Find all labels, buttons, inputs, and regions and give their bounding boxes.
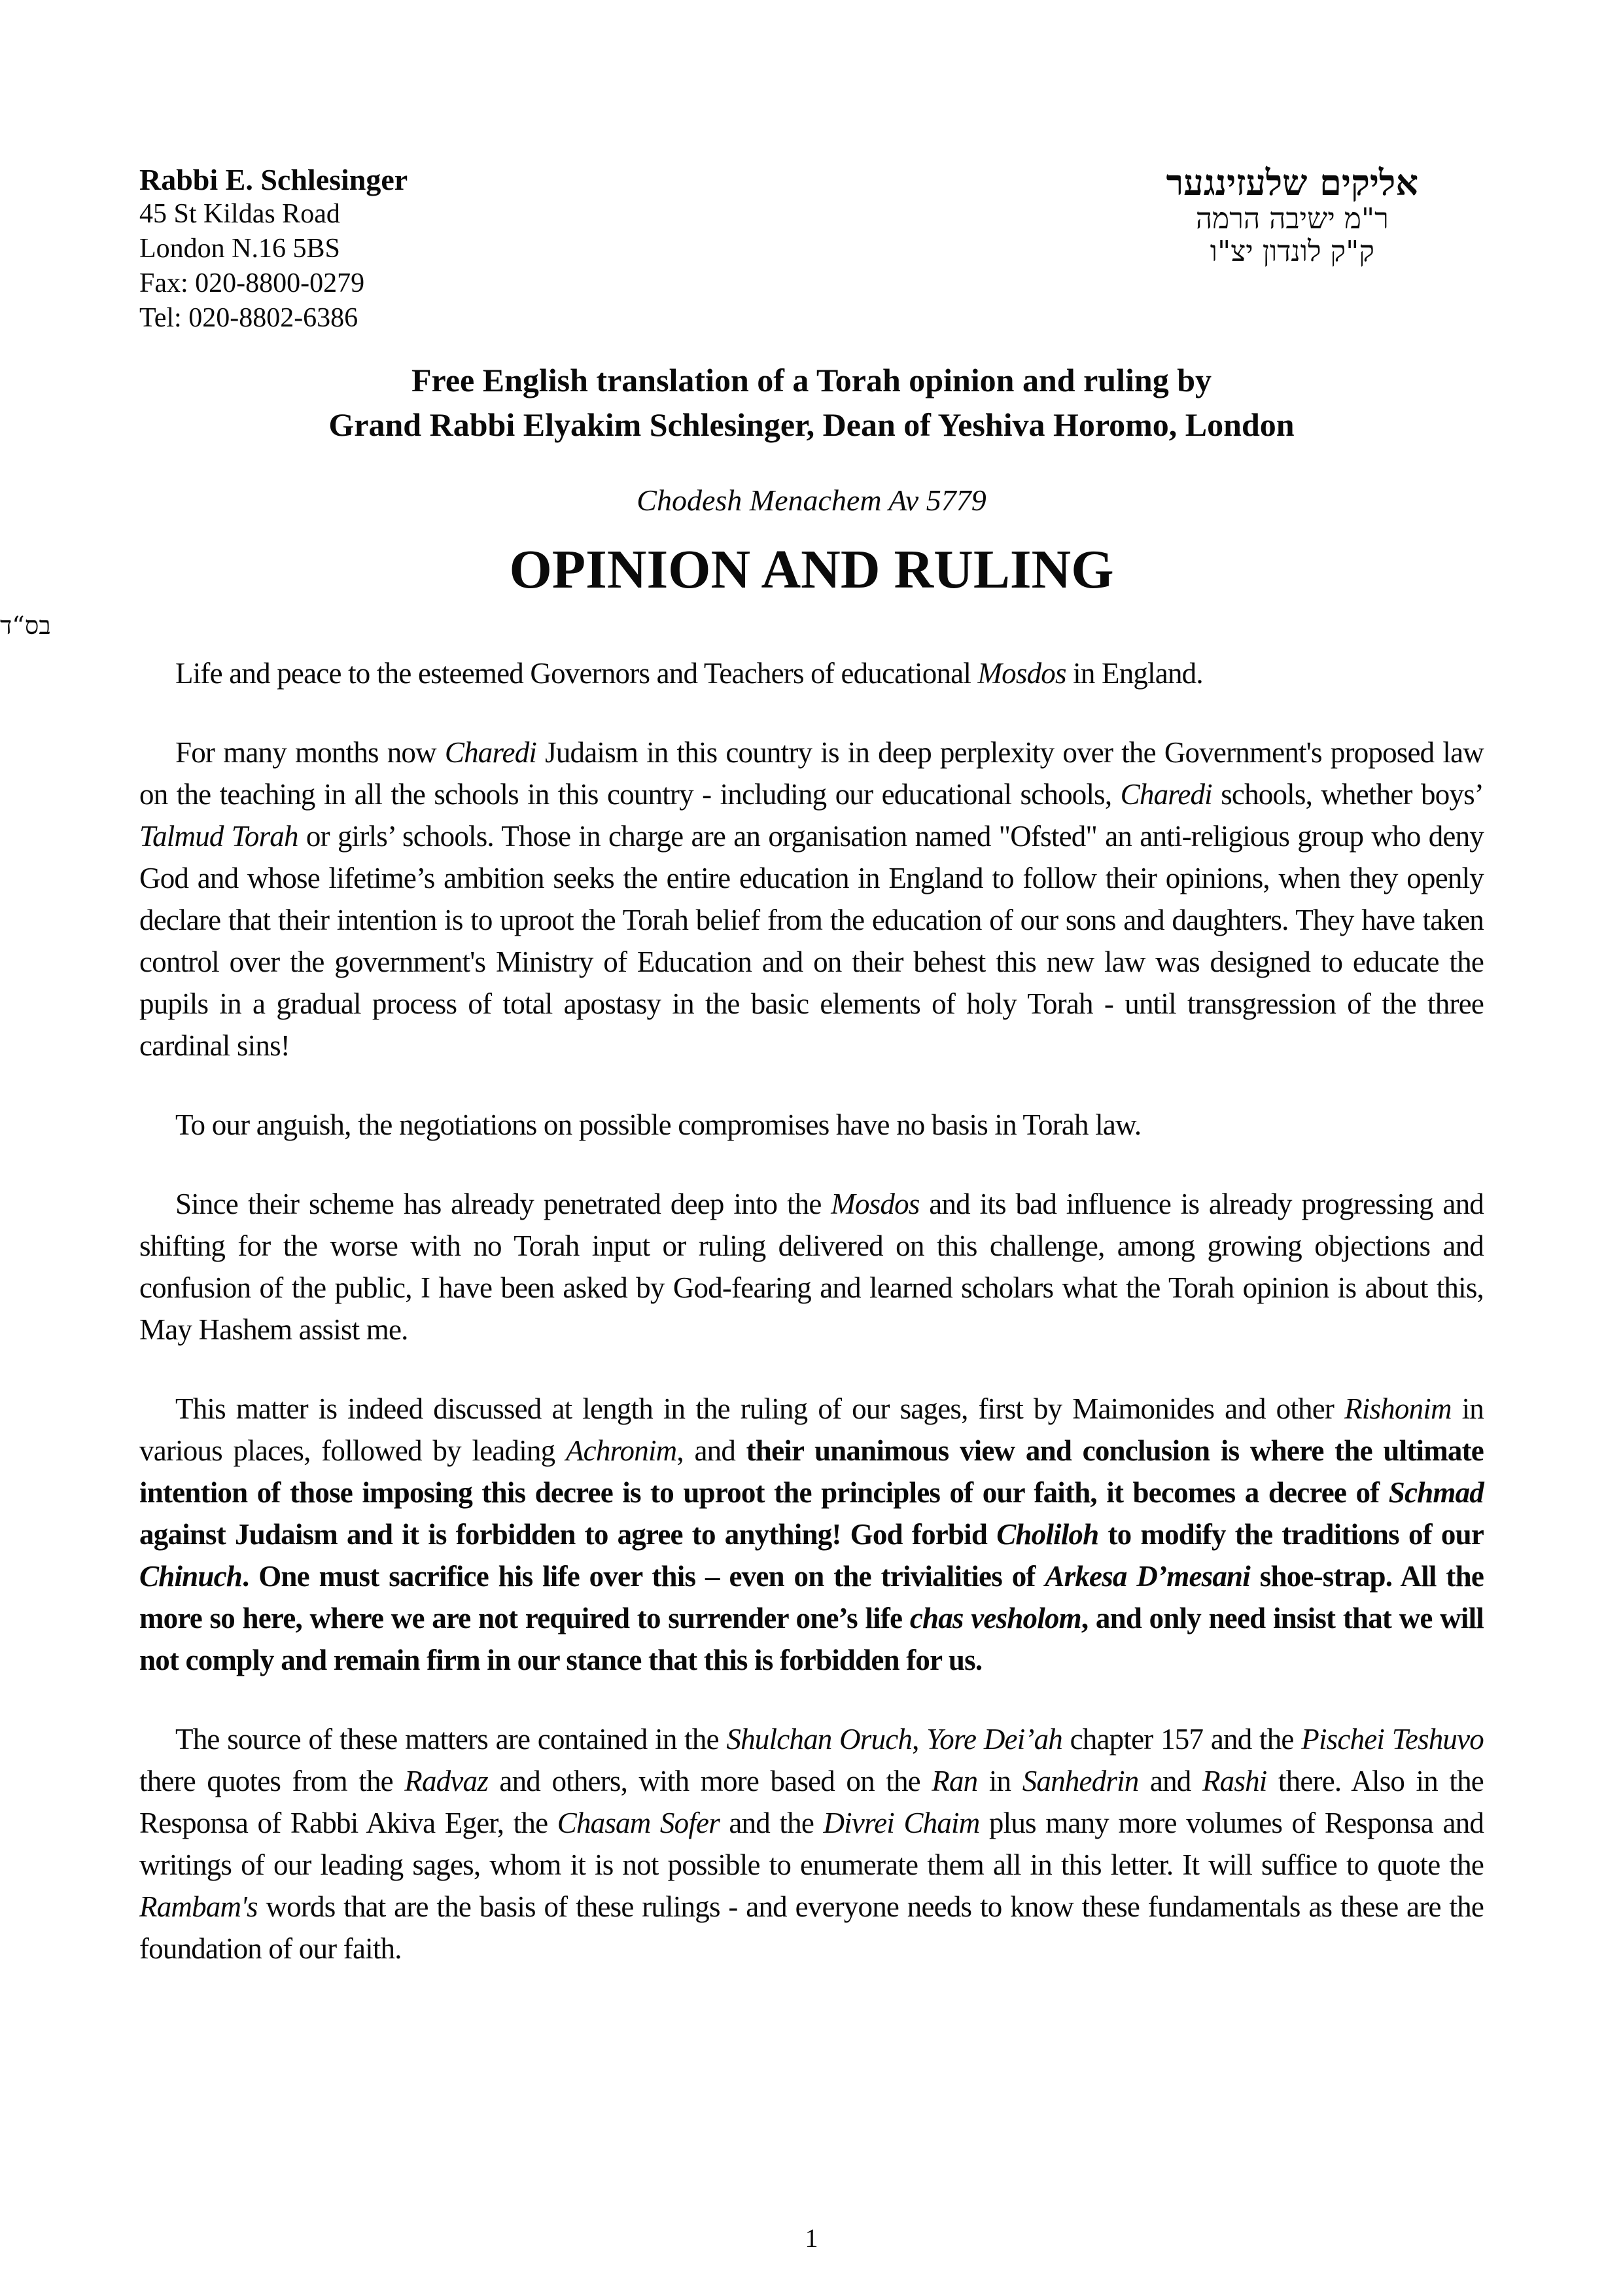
hebrew-name: אליקים שלעזינגער: [1166, 162, 1418, 203]
text-run: . One must sacrifice his life over this – even on the trivialities of: [242, 1560, 1045, 1593]
sender-fax: Fax: 020-8800-0279: [139, 268, 365, 298]
text-run: Sanhedrin: [1022, 1765, 1139, 1797]
letterhead: [0, 0, 1623, 336]
text-run: or girls’ schools. Those in charge are an organisation named "Ofsted" an anti-religious group who deny God and whose lifetime’s ambition seeks the entire education in England to follow their opinions, when they openly declare that their intention is to uproot the Torah belief from the education of our sons and daughters. They have taken control over the government's Ministry of Education and on their behest this new law was designed to educate the pupils in a gradual process of total apostasy in the basic elements of holy Torah - until transgression of the three cardinal sins!: [139, 820, 1484, 1062]
hebrew-title-line: ר"מ ישיבה הרמה: [1195, 202, 1389, 236]
text-run: and others, with more based on the: [487, 1765, 932, 1797]
sender-tel: Tel: 020-8802-6386: [139, 303, 358, 333]
text-run: Mosdos: [977, 657, 1066, 690]
text-run: in various places, followed by leading: [139, 1392, 1484, 1467]
bsd-inscription: בס“ד: [0, 611, 51, 640]
text-run: and: [1138, 1765, 1202, 1797]
text-run: Ran: [932, 1765, 978, 1797]
text-run: to modify the traditions of our: [1098, 1518, 1484, 1551]
hebrew-location-line: ק"ק לונדון יצ"ו: [1210, 235, 1374, 268]
text-run: and its bad influence is already progressing and shifting for the worse with no Torah input or ruling delivered on this challenge, among growing objections and confusion of the public, I have been asked by God-fearing and learned scholars what the Torah opinion is about this, May Hashem assist me.: [139, 1188, 1484, 1346]
text-run: The source of these matters are contained in the: [175, 1723, 727, 1756]
text-run: ,: [912, 1723, 927, 1756]
text-run: Choliloh: [996, 1518, 1099, 1551]
text-run: shoe-strap. All the more so here, where we are not required to surrender one’s life: [139, 1560, 1484, 1634]
text-run: there. Also in the Responsa of Rabbi Akiva Eger, the: [139, 1765, 1484, 1839]
paragraph: [139, 1718, 1484, 1969]
text-run: To our anguish, the negotiations on possible compromises have no basis in Torah law.: [175, 1108, 1142, 1141]
text-run: Yore Dei’ah: [926, 1723, 1062, 1756]
text-run: in England.: [1066, 657, 1203, 690]
text-run: Achronim: [565, 1434, 677, 1467]
text-run: their unanimous view and conclusion is where the ultimate intention of those imposing this decree is to uproot the principles of our faith, it becomes a decree of: [139, 1434, 1484, 1509]
text-run: Charedi: [444, 736, 537, 769]
text-run: Talmud Torah: [139, 820, 298, 853]
text-run: Radvaz: [404, 1765, 488, 1797]
text-run: Pischei Teshuvo: [1301, 1723, 1484, 1756]
text-run: Rambam's: [139, 1890, 258, 1923]
translation-heading: [0, 358, 1623, 447]
text-run: plus many more volumes of Responsa and writings of our leading sages, whom it is not possible to enumerate them all in this letter. It will suffice to quote the: [139, 1807, 1484, 1881]
sender-address-block: [139, 162, 408, 336]
text-run: there quotes from the: [139, 1765, 405, 1797]
document-title: OPINION AND RULING: [509, 539, 1114, 600]
text-run: chas vesholom: [909, 1602, 1081, 1634]
text-run: Rishonim: [1344, 1392, 1452, 1425]
text-run: Arkesa D’mesani: [1045, 1560, 1250, 1593]
text-run: For many months now: [175, 736, 445, 769]
text-run: against Judaism and it is forbidden to agree to anything! God forbid: [139, 1518, 997, 1551]
page-number: 1: [805, 2223, 818, 2253]
text-run: This matter is indeed discussed at length in the ruling of our sages, first by Maimonides and other: [175, 1392, 1345, 1425]
text-run: in: [977, 1765, 1022, 1797]
text-run: Chinuch: [139, 1560, 242, 1593]
text-run: words that are the basis of these rulings - and everyone needs to know these fundamentals as these are the foundation of our faith.: [139, 1890, 1484, 1965]
text-run: Divrei Chaim: [823, 1807, 980, 1839]
page-footer: [0, 2224, 1623, 2253]
text-run: , and only need insist that we will not comply and remain firm in our stance that this is forbidden for us.: [139, 1602, 1484, 1676]
text-run: Since their scheme has already penetrated deep into the: [175, 1188, 831, 1220]
sender-address-line-1: 45 St Kildas Road: [139, 199, 340, 229]
hebrew-date-line: Chodesh Menachem Av 5779: [637, 484, 986, 517]
text-run: Shulchan Oruch: [726, 1723, 913, 1756]
text-run: , and: [676, 1434, 746, 1467]
sender-name: Rabbi E. Schlesinger: [139, 163, 408, 196]
text-run: Chasam Sofer: [557, 1807, 720, 1839]
text-run: chapter 157 and the: [1062, 1723, 1302, 1756]
letter-body: [139, 652, 1484, 1969]
text-run: schools, whether boys’: [1212, 778, 1484, 811]
text-run: Schmad: [1388, 1476, 1484, 1509]
text-run: Mosdos: [831, 1188, 920, 1220]
paragraph: [139, 1183, 1484, 1351]
text-run: Life and peace to the esteemed Governors and Teachers of educational: [175, 657, 978, 690]
paragraph: [139, 732, 1484, 1067]
text-run: and the: [719, 1807, 824, 1839]
text-run: Charedi: [1120, 778, 1212, 811]
translation-heading-line-2: Grand Rabbi Elyakim Schlesinger, Dean of Yeshiva Horomo, London: [328, 406, 1295, 443]
translation-heading-line-1: Free English translation of a Torah opinion and ruling by: [411, 362, 1212, 398]
sender-address-line-2: London N.16 5BS: [139, 234, 340, 264]
text-run: Judaism in this country is in deep perplexity over the Government's proposed law on the teaching in all the schools in this country - including our educational schools,: [139, 736, 1484, 811]
paragraph: [139, 1104, 1484, 1146]
hebrew-letterhead-block: [1166, 162, 1418, 268]
paragraph: [139, 1388, 1484, 1681]
text-run: Rashi: [1202, 1765, 1267, 1797]
paragraph: [139, 652, 1484, 694]
